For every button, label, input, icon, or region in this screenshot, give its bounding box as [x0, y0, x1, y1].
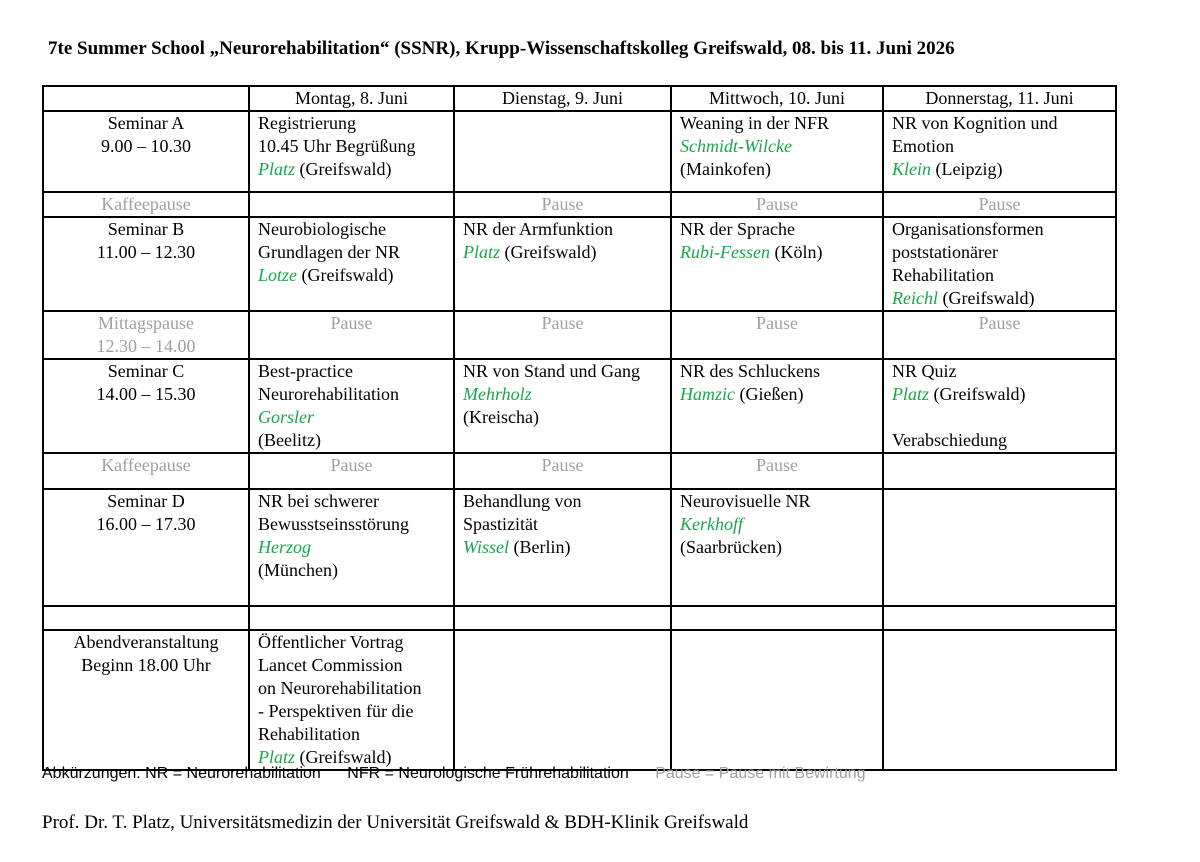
empty-cell [671, 606, 883, 630]
pause-cell: Pause [883, 192, 1116, 217]
session-note: Verabschiedung [892, 430, 1007, 450]
time-slot-label [43, 630, 249, 770]
session-cell [454, 489, 671, 606]
pause-row [43, 192, 1116, 217]
session-topic: NR von Kognition und [892, 113, 1058, 133]
session-topic: NR Quiz [892, 361, 957, 381]
day-header: Donnerstag, 11. Juni [883, 86, 1116, 111]
pause-cell: Pause [249, 311, 454, 359]
empty-cell [249, 606, 454, 630]
day-header: Mittwoch, 10. Juni [671, 86, 883, 111]
session-cell [671, 489, 883, 606]
speaker-name: Hamzic [680, 384, 735, 404]
time-slot-label [43, 111, 249, 192]
session-cell [249, 359, 454, 453]
speaker-city: (Greifswald) [929, 384, 1026, 404]
session-cell [883, 489, 1116, 606]
pause-cell: Pause [671, 192, 883, 217]
speaker-city: (Kreischa) [463, 407, 539, 427]
speaker-name: Platz [463, 242, 501, 262]
speaker-line [892, 287, 1107, 310]
speaker-line [892, 158, 1107, 181]
pause-cell: Pause [454, 192, 671, 217]
time-slot-text: Kaffeepause [101, 455, 191, 475]
session-row [43, 630, 1116, 770]
speaker-name: Kerkhoff [680, 514, 743, 534]
session-topic: Öffentlicher Vortrag [258, 632, 404, 652]
speaker-name: Gorsler [258, 407, 315, 427]
abbr-nfr: NFR = Neurologische Frührehabilitation [347, 765, 629, 782]
time-slot-text: 11.00 – 12.30 [96, 242, 196, 262]
speaker-name: Schmidt-Wilcke [680, 136, 792, 156]
session-cell [671, 217, 883, 311]
speaker-city: (Greifswald) [295, 747, 392, 767]
pause-cell: Pause [249, 453, 454, 489]
time-slot-label [43, 606, 249, 630]
speaker-line [463, 383, 662, 406]
speaker-city: (Gießen) [735, 384, 804, 404]
speaker-city: (Greifswald) [295, 159, 392, 179]
speaker-city: (Greifswald) [500, 242, 597, 262]
speaker-name: Platz [258, 159, 296, 179]
speaker-city: (Mainkofen) [680, 159, 771, 179]
time-slot-text: Abendveranstaltung [73, 632, 219, 652]
session-topic: Rehabilitation [258, 724, 360, 744]
speaker-line [258, 536, 445, 559]
time-slot-text: Seminar D [107, 491, 185, 511]
session-row [43, 359, 1116, 453]
session-cell [883, 217, 1116, 311]
session-cell [454, 217, 671, 311]
document-title: 7te Summer School „Neurorehabilitation“ (SSNR), Krupp-Wissenschaftskolleg Greifswald, 08. bis 11. Juni 2026 [48, 38, 955, 59]
speaker-name: Klein [892, 159, 931, 179]
session-topic: Lancet Commission [258, 655, 403, 675]
session-cell [249, 489, 454, 606]
speaker-city: (Leipzig) [931, 159, 1003, 179]
abbreviations-note [42, 765, 888, 783]
speaker-line [680, 383, 874, 406]
header-blank-cell [43, 86, 249, 111]
session-cell [454, 630, 671, 770]
session-topic: Weaning in der NFR [680, 113, 830, 133]
pause-cell: Pause [671, 453, 883, 489]
speaker-name: Herzog [258, 537, 311, 557]
time-slot-text: 9.00 – 10.30 [101, 136, 191, 156]
session-topic: Grundlagen der NR [258, 242, 400, 262]
time-slot-text: Beginn 18.00 Uhr [81, 655, 211, 675]
speaker-line [463, 536, 662, 559]
time-slot-text: 14.00 – 15.30 [96, 384, 196, 404]
time-slot-text: 12.30 – 14.00 [96, 336, 196, 356]
speaker-city: (Köln) [769, 242, 823, 262]
session-topic: 10.45 Uhr Begrüßung [258, 136, 416, 156]
speaker-line [463, 241, 662, 264]
time-slot-text: Seminar A [107, 113, 185, 133]
speaker-city: (Berlin) [509, 537, 571, 557]
session-topic: Spastizität [463, 514, 538, 534]
session-cell [883, 359, 1116, 453]
session-topic: poststationärer [892, 242, 998, 262]
session-topic: NR von Stand und Gang [463, 361, 640, 381]
session-row [43, 217, 1116, 311]
session-topic: - Perspektiven für die [258, 701, 414, 721]
abbr-pause: Pause = Pause mit Bewirtung [655, 765, 866, 782]
session-topic: NR der Sprache [680, 219, 795, 239]
session-row [43, 111, 1116, 192]
footer-author: Prof. Dr. T. Platz, Universitätsmedizin der Universität Greifswald & BDH-Klinik Greifswald [42, 812, 749, 833]
pause-cell [883, 453, 1116, 489]
day-header: Dienstag, 9. Juni [454, 86, 671, 111]
pause-cell: Pause [671, 311, 883, 359]
pause-cell [249, 192, 454, 217]
session-topic: Neurovisuelle NR [680, 491, 811, 511]
speaker-line [258, 158, 445, 181]
time-slot-text: Kaffeepause [101, 194, 191, 214]
session-topic: Registrierung [258, 113, 356, 133]
time-slot-label [43, 311, 249, 359]
speaker-name: Wissel [463, 537, 510, 557]
session-topic: NR bei schwerer [258, 491, 379, 511]
speaker-line [680, 135, 874, 158]
speaker-line [892, 383, 1107, 406]
pause-row [43, 453, 1116, 489]
spacer-row [43, 606, 1116, 630]
speaker-name: Mehrholz [463, 384, 532, 404]
speaker-name: Lotze [258, 265, 298, 285]
speaker-city: (Greifswald) [297, 265, 394, 285]
session-topic: Best-practice [258, 361, 353, 381]
session-cell [249, 111, 454, 192]
session-topic: Neurobiologische [258, 219, 386, 239]
speaker-line [680, 513, 874, 536]
pause-cell: Pause [454, 453, 671, 489]
session-cell [454, 359, 671, 453]
time-slot-text: Seminar B [107, 219, 185, 239]
session-topic: Emotion [892, 136, 954, 156]
header-row [43, 86, 1116, 111]
session-cell [671, 111, 883, 192]
speaker-line [680, 241, 874, 264]
time-slot-label [43, 192, 249, 217]
time-slot-text: Mittagspause [98, 313, 194, 333]
session-note [892, 406, 1107, 429]
speaker-name: Reichl [892, 288, 938, 308]
day-header: Montag, 8. Juni [249, 86, 454, 111]
speaker-name: Rubi-Fessen [680, 242, 770, 262]
session-row [43, 489, 1116, 606]
session-cell [249, 217, 454, 311]
speaker-city: (München) [258, 560, 338, 580]
abbr-nr: Abkürzungen: NR = Neurorehabilitation [42, 765, 321, 782]
session-cell [454, 111, 671, 192]
time-slot-label [43, 489, 249, 606]
session-cell [671, 359, 883, 453]
pause-cell: Pause [883, 311, 1116, 359]
session-topic: Behandlung von [463, 491, 582, 511]
session-topic: Bewusstseinsstörung [258, 514, 410, 534]
session-topic: Organisationsformen [892, 219, 1044, 239]
time-slot-text: 16.00 – 17.30 [96, 514, 196, 534]
empty-cell [883, 606, 1116, 630]
session-cell [249, 630, 454, 770]
schedule-table [42, 85, 1117, 771]
session-topic: NR des Schluckens [680, 361, 820, 381]
speaker-city: (Beelitz) [258, 430, 321, 450]
session-topic: on Neurorehabilitation [258, 678, 422, 698]
speaker-line [258, 406, 445, 429]
time-slot-text: Seminar C [107, 361, 185, 381]
pause-cell: Pause [454, 311, 671, 359]
time-slot-label [43, 217, 249, 311]
pause-row [43, 311, 1116, 359]
session-topic: NR der Armfunktion [463, 219, 613, 239]
session-topic: Neurorehabilitation [258, 384, 399, 404]
session-topic: Rehabilitation [892, 265, 994, 285]
speaker-city: (Saarbrücken) [680, 537, 782, 557]
time-slot-label [43, 359, 249, 453]
time-slot-label [43, 453, 249, 489]
session-cell [671, 630, 883, 770]
speaker-line [258, 264, 445, 287]
speaker-name: Platz [258, 747, 296, 767]
session-cell [883, 111, 1116, 192]
speaker-name: Platz [892, 384, 930, 404]
speaker-city: (Greifswald) [937, 288, 1035, 308]
empty-cell [454, 606, 671, 630]
session-cell [883, 630, 1116, 770]
